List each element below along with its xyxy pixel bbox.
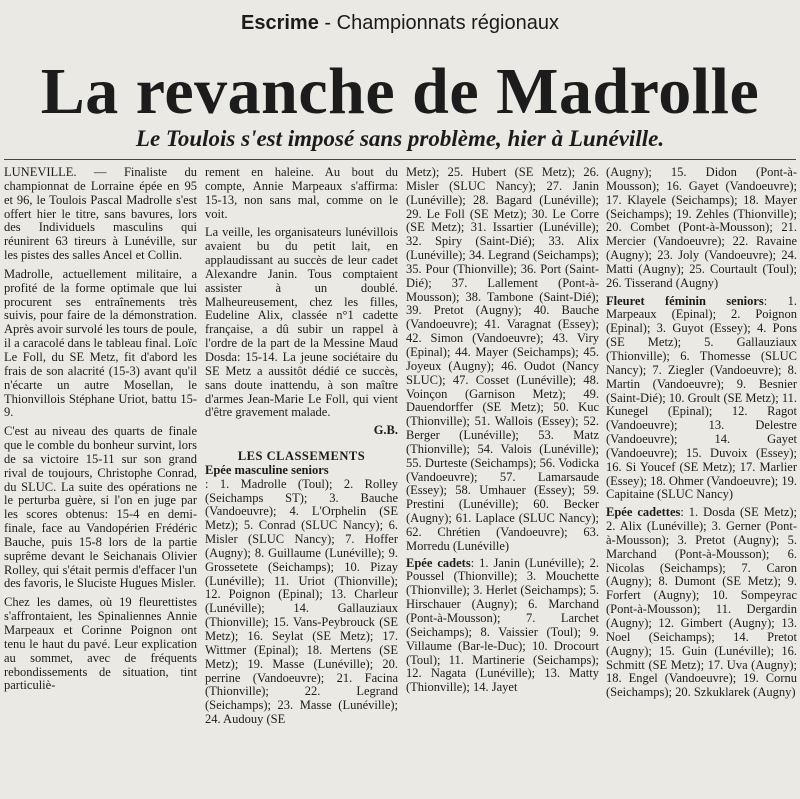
results-list: : 1. Dosda (SE Metz); 2. Alix (Lunéville); 3. Gerner (Pont-à-Mousson); 3. Pretot (Augny); 5. Marchand (Pont-à-Mousson); 6. Nicolas (Seichamps); 7. Caron (Augny); 8. Dumont (SE Metz); 9. Forfert (Augny); 10. Sompeyrac (Pont-à-Mousson); 11. Dergardin (Augny); 12. Gimbert (Augny); 13. Noel (Seichamps); 14. Pretot (Augny); 15. Guin (Lunéville); 16. Schmitt (SE Metz); 17. Uva (Augny); 18. Engel (Vandoeuvre); 19. Cornu (Seichamps); 20. Szkuklarek (Augny)	[606, 505, 798, 700]
category-title: Epée cadets	[406, 555, 471, 570]
article-column-1	[4, 166, 197, 693]
section-topic: Championnats régionaux	[336, 12, 559, 34]
category-title: Fleuret féminin seniors	[606, 293, 764, 308]
article-column-2	[205, 166, 398, 727]
results-list: (Augny); 15. Didon (Pont-à-Mousson); 16. Gayet (Vandoeuvre); 17. Klayele (Seichamps); 18. Mayer (Seichamps); 19. Zehles (Thionville); 20. Combet (Pont-à-Mousson); 21. Mercier (Vandoeuvre); 22. Ravaine (Augny); 23. Joly (Vandoeuvre); 24. Matti (Augny); 25. Courtault (Toul); 26. Tisserand (Augny)	[606, 165, 797, 290]
results-column-4	[606, 166, 797, 700]
author-signature: G.B.	[373, 423, 398, 438]
article-paragraph: La veille, les organisateurs lunévillois avaient bu du petit lait, en applaudissant au succès de leur cadet Alexandre Janin. Tous comptaient assister à un doublé. Malheureusement, chez les filles, Eudeline Alix, classée n°1 cadette française, a dû subir un rappel à l'ordre de la part de la Messine Maud Dosda: 15-14. La jeune sociétaire du SE Metz a aussitôt dédié ce succès, sans doute inattendu, à son maître d'armes Jean-Marie Le Foll, qui vient d'être gravement malade.	[205, 225, 398, 420]
headline: La revanche de Madrolle	[40, 55, 760, 128]
section-rubric	[0, 10, 800, 36]
article-paragraph: rement en haleine. Au bout du compte, Annie Marpeaux s'affirma: 15-13, non sans mal, comme on le voit.	[205, 165, 398, 221]
results-list: : 1. Marpeaux (Epinal); 2. Poignon (Epinal); 3. Guyot (Essey); 4. Pons (SE Metz); 5. Gallauziaux (Thionville); 6. Thomesse (SLUC Nancy); 7. Ziegler (Vandoeuvre); 8. Martin (Vandoeuvre); 9. Besnier (Saint-Dié); 10. Groult (SE Metz); 11. Kunegel (Epinal); 12. Ragot (Vandoeuvre); 13. Delestre (Vandoeuvre); 14. Gayet (Vandoeuvre); 15. Duvoix (Essey); 16. Si Youcef (SE Metz); 17. Marlier (Essey); 18. Ohmer (Vandoeuvre); 19. Capitaine (SLUC Nancy)	[606, 293, 797, 502]
subheadline: Le Toulois s'est imposé sans problème, hier à Lunéville.	[135, 126, 665, 151]
results-list: : 1. Janin (Lunéville); 2. Poussel (Thionville); 3. Mouchette (Thionville); 3. Herlet (Seichamps); 5. Hirschauer (Augny); 6. Marchand (Pont-à-Mousson); 7. Larchet (Seichamps); 8. Vaissier (Toul); 9. Villaume (Bar-le-Duc); 10. Drocourt (Toul); 11. Martinerie (Seichamps); 12. Nagata (Lunéville); 13. Matty (Thionville); 14. Jayet	[406, 555, 600, 695]
category-title: Epée cadettes	[606, 505, 681, 520]
article-paragraph: Madrolle, actuellement militaire, a profité de la forme optimale que lui procurent ses entraînements très suivis, pour faire de la démonstration. Après avoir survolé les tours de poule, il a caracolé dans le tableau final. Loïc Le Foll, du SE Metz, fit d'abord les frais de son alacrité (15-3) avant qu'il n'écarte un autre Mosellan, le Thionvillois Stéphane Uriot, battu 15-9.	[4, 266, 197, 420]
category-block	[406, 557, 599, 695]
category-title: Epée masculine seniors	[205, 462, 329, 477]
results-list: : 1. Madrolle (Toul); 2. Rolley (Seichamps ST); 3. Bauche (Vandoeuvre); 4. L'Orphelin (SE Metz); 5. Conrad (SLUC Nancy); 6. Misler (SLUC Nancy); 7. Hoffer (Augny); 8. Guillaume (Lunéville); 9. Grossetete (Seichamps); 10. Pizay (Lunéville); 11. Uriot (Thionville); 12. Poignon (Epinal); 13. Charleur (Lunéville); 14. Gallauziaux (Thionville); 15. Vans-Peybrouck (SE Metz); 16. Seylat (SE Metz); 17. Wittmer (Epinal); 18. Mertens (SE Metz); 19. Masse (Lunéville); 20. perrine (Vandoeuvre); 21. Facina (Thionville); 22. Legrand (Seichamps); 23. Masse (Lunéville); 24. Audouy (SE	[205, 476, 398, 727]
results-list: Metz); 25. Hubert (SE Metz); 26. Misler (SLUC Nancy); 27. Janin (Lunéville); 28. Bagard (Lunéville); 29. Le Foll (SE Metz); 30. Le Corre (SE Metz); 31. Issartier (Lunéville); 32. Spiry (Saint-Dié); 33. Alix (Lunéville); 34. Legrand (Seichamps); 35. Pour (Thionville); 36. Port (Saint-Dié); 37. Lallement (Pont-à-Mousson); 38. Tambone (Saint-Dié); 39. Pretot (Augny); 40. Bauche (Vandoeuvre); 41. Varagnat (Essey); 42. Simon (Vandoeuvre); 43. Viry (Epinal); 44. Mayer (Seichamps); 45. Joyeux (Augny); 46. Oudot (Nancy SLUC); 47. Cosset (Lunéville); 48. Voinçon (Garnison Metz); 49. Dauendorffer (SE Metz); 50. Kuc (Thionville); 51. Wallois (Essey); 52. Berger (Lunéville); 53. Matz (Thionville); 54. Valois (Lunéville); 55. Durteste (Seichamps); 56. Vodicka (Vandoeuvre); 57. Lamarsaude (Essey); 58. Umhauer (Essey); 59. Prestini (Lunéville); 60. Becker (Augny); 61. Laplace (SLUC Nancy); 62. Chrétien (Vandoeuvre); 63. Morredu (Lunéville)	[406, 165, 599, 553]
category-block	[606, 295, 797, 503]
rubric-separator: -	[318, 12, 337, 34]
results-column-3	[406, 166, 599, 695]
results-heading: LES CLASSEMENTS	[237, 449, 366, 464]
section-keyword: Escrime	[241, 12, 319, 34]
article-paragraph: LUNEVILLE. — Finaliste du championnat de Lorraine épée en 95 et 96, le Toulois Pascal Madrolle s'est offert hier le titre, sans bavures, lors des Individuels masculins qui réunirent 63 tireurs à Lunéville, sur les pistes des salles Ancel et Collin.	[4, 165, 197, 263]
category-block	[606, 506, 797, 700]
article-paragraph: C'est au niveau des quarts de finale que le comble du bonheur survint, lors de sa victoire 15-11 sur son grand rival de toujours, Christophe Conrad, du SLUC. La suite des opérations ne le perturba guère, si l'on en juge par les scores obtenus: 15-4 en demi-finale, face au Vandopérien Frédéric Bauche, puis 15-8 lors de la partie suprême devant le Seichanais Olivier Rolley, qui s'était permis d'effacer l'un des favoris, le Sluciste Hugues Misler.	[4, 424, 197, 591]
headline-rule	[4, 159, 796, 160]
article-paragraph: Chez les dames, où 19 fleurettistes s'affrontaient, les Spinaliennes Annie Marpeaux et Corinne Poignon ont tenu le haut du pavé. Leur explication au sommet, avec de fréquents rebondissements de situation, tint particuliè-	[4, 595, 197, 693]
